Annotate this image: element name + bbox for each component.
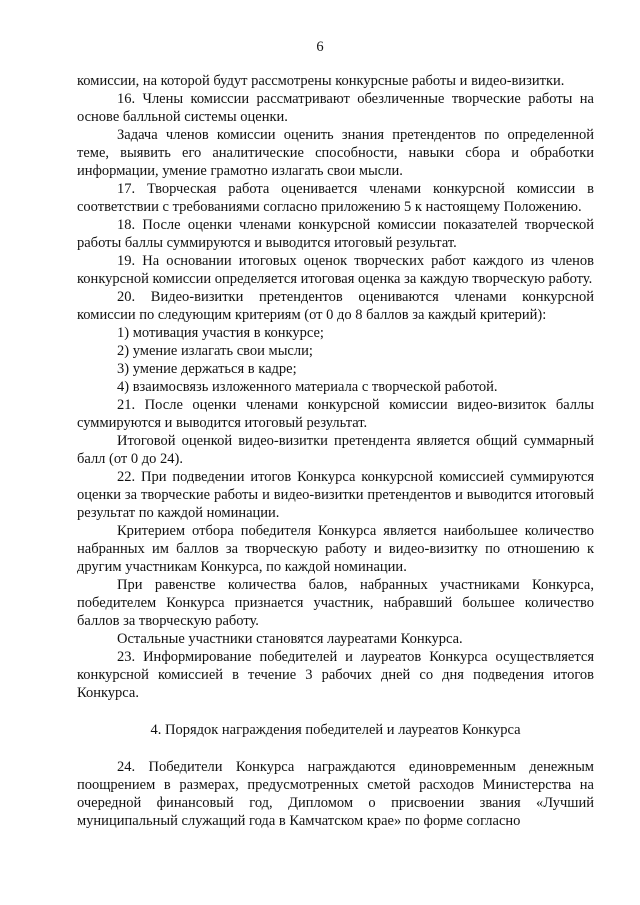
- paragraph-continuation: комиссии, на которой будут рассмотрены конкурсные работы и видео-визитки.: [77, 73, 565, 89]
- paragraph-16-task: Задача членов комиссии оценить знания претендентов по определенной теме, выявить его аналитические способности, навыки сбора и обработки информации, умение грамотно излагать свои мысли.: [77, 127, 594, 179]
- criterion-item-1: 1) мотивация участия в конкурсе;: [117, 325, 324, 341]
- paragraph-16: 16. Члены комиссии рассматривают обезличенные творческие работы на основе балльной системы оценки.: [77, 91, 594, 125]
- document-body: [77, 72, 594, 830]
- criterion-item-4: 4) взаимосвязь изложенного материала с творческой работой.: [117, 379, 498, 395]
- page-number: 6: [316, 39, 324, 55]
- paragraph-24: 24. Победители Конкурса награждаются единовременным денежным поощрением в размерах, предусмотренных сметой расходов Министерства на очередной финансовый год, Дипломом о присвоении звания «Лучший муниципальный служащий года в Камчатском крае» по форме согласно: [77, 759, 594, 829]
- paragraph-20: 20. Видео-визитки претендентов оцениваются членами конкурсной комиссии по следующим критериям (от 0 до 8 баллов за каждый критерий):: [77, 289, 594, 323]
- section-heading: 4. Порядок награждения победителей и лауреатов Конкурса: [150, 722, 521, 738]
- criterion-item-2: 2) умение излагать свои мысли;: [117, 343, 313, 359]
- paragraph-22-laureates: Остальные участники становятся лауреатами Конкурса.: [117, 631, 463, 647]
- paragraph-21: 21. После оценки членами конкурсной комиссии видео-визиток баллы суммируются и выводится итоговый результат.: [77, 397, 594, 431]
- paragraph-22: 22. При подведении итогов Конкурса конкурсной комиссией суммируются оценки за творческие работы и видео-визитки претендентов и выводится итоговый результат по каждой номинации.: [77, 469, 594, 521]
- paragraph-17: 17. Творческая работа оценивается членами конкурсной комиссии в соответствии с требованиями согласно приложению 5 к настоящему Положению.: [77, 181, 594, 215]
- paragraph-23: 23. Информирование победителей и лауреатов Конкурса осуществляется конкурсной комиссией в течение 3 рабочих дней со дня подведения итогов Конкурса.: [77, 649, 594, 701]
- criterion-item-3: 3) умение держаться в кадре;: [117, 361, 297, 377]
- paragraph-19: 19. На основании итоговых оценок творческих работ каждого из членов конкурсной комиссии определяется итоговая оценка за каждую творческую работу.: [77, 253, 594, 287]
- paragraph-22-criterion: Критерием отбора победителя Конкурса является наибольшее количество набранных им баллов за творческую работу и видео-визитку по отношению к другим участникам Конкурса, по каждой номинации.: [77, 523, 594, 575]
- paragraph-18: 18. После оценки членами конкурсной комиссии показателей творческой работы баллы суммируются и выводится итоговый результат.: [77, 217, 594, 251]
- paragraph-21-total: Итоговой оценкой видео-визитки претендента является общий суммарный балл (от 0 до 24).: [77, 433, 594, 467]
- paragraph-22-tie: При равенстве количества балов, набранных участниками Конкурса, победителем Конкурса признается участник, набравший большее количество баллов за творческую работу.: [77, 577, 594, 629]
